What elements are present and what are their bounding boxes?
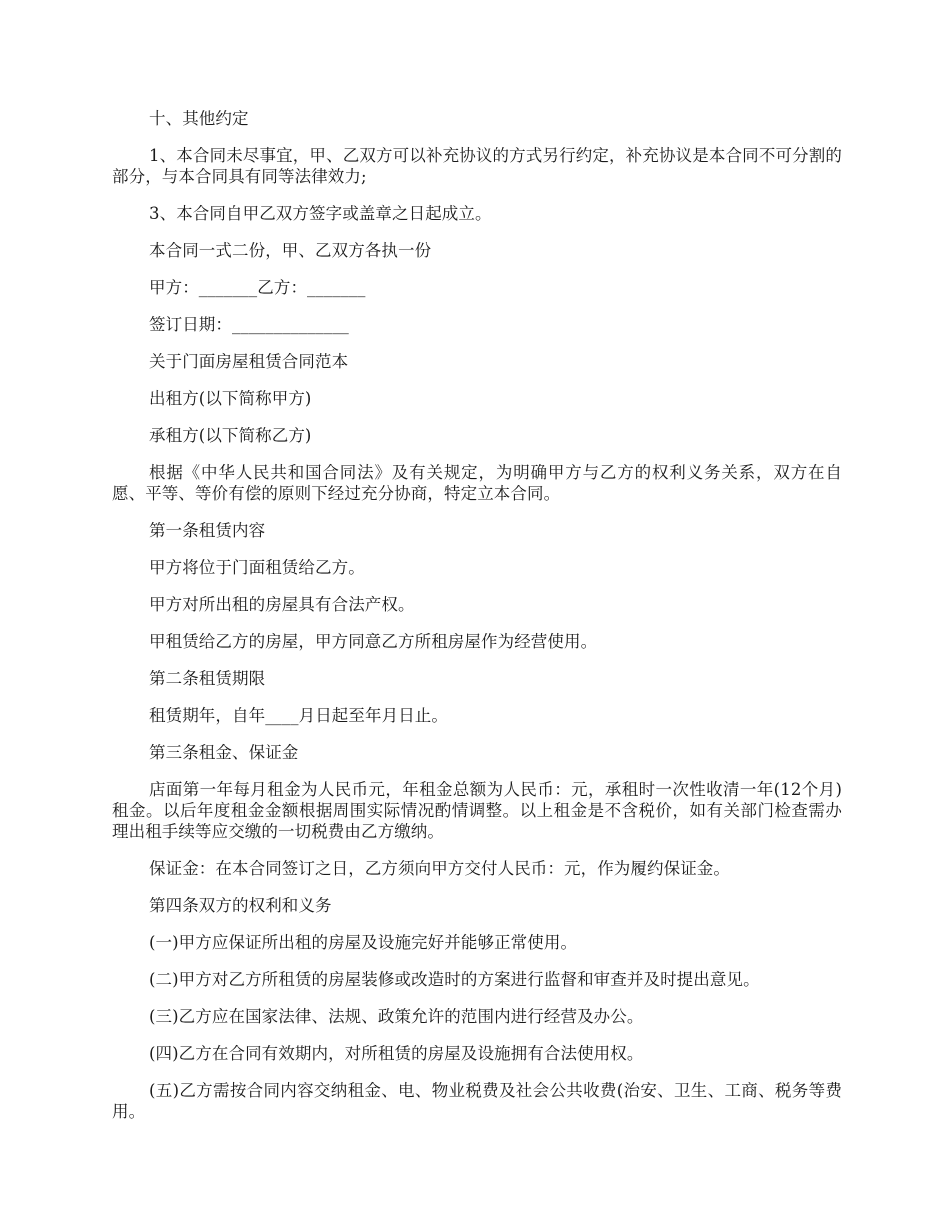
article-1-para-3: 甲租赁给乙方的房屋，甲方同意乙方所租房屋作为经营使用。 — [149, 632, 598, 651]
article-2-para-1: 租赁期年，自年____月日起至年月日止。 — [149, 706, 448, 725]
article-4-heading: 第四条双方的权利和义务 — [149, 896, 332, 915]
article-4-item-3: (三)乙方应在国家法律、法规、政策允许的范围内进行经营及办公。 — [149, 1007, 644, 1026]
article-1-para-1: 甲方将位于门面租赁给乙方。 — [149, 558, 365, 577]
article-3-rent: 店面第一年每月租金为人民币元，年租金总额为人民币：元，承租时一次性收清一年(12个月)租金。以后年度租金金额根据周围实际情况酌情调整。以上租金是不含税价，如有关部门检查需办理出租手续等应交缴的一切税费由乙方缴纳。 — [112, 780, 842, 841]
article-2-heading: 第二条租赁期限 — [149, 669, 266, 688]
article-4-item-5: (五)乙方需按合同内容交纳租金、电、物业税费及社会公共收费(治安、卫生、工商、税务等费用。 — [112, 1081, 842, 1121]
article-4-item-2: (二)甲方对乙方所租赁的房屋装修或改造时的方案进行监督和审查并及时提出意见。 — [149, 970, 760, 989]
article-4-item-4: (四)乙方在合同有效期内，对所租赁的房屋及设施拥有合法使用权。 — [149, 1044, 644, 1063]
document-body — [112, 108, 842, 1138]
section-heading-other-terms: 十、其他约定 — [149, 109, 249, 128]
copies-statement: 本合同一式二份，甲、乙双方各执一份 — [149, 241, 432, 260]
article-3-heading: 第三条租金、保证金 — [149, 743, 299, 762]
lessor-line: 出租方(以下简称甲方) — [149, 389, 312, 408]
article-3-deposit: 保证金：在本合同签订之日，乙方须向甲方交付人民币：元，作为履约保证金。 — [149, 859, 730, 878]
signing-date-line: 签订日期：______________ — [149, 315, 349, 334]
article-1-para-2: 甲方对所出租的房屋具有合法产权。 — [149, 595, 415, 614]
article-4-item-1: (一)甲方应保证所出租的房屋及设施完好并能够正常使用。 — [149, 933, 578, 952]
article-1-heading: 第一条租赁内容 — [149, 521, 266, 540]
preamble: 根据《中华人民共和国合同法》及有关规定，为明确甲方与乙方的权利义务关系，双方在自愿、平等、等价有偿的原则下经过充分协商，特定立本合同。 — [112, 463, 842, 503]
clause-3: 3、本合同自甲乙双方签字或盖章之日起成立。 — [149, 204, 492, 223]
signature-line: 甲方：_______乙方：_______ — [149, 278, 366, 297]
clause-1: 1、本合同未尽事宜，甲、乙双方可以补充协议的方式另行约定，补充协议是本合同不可分割的部分，与本合同具有同等法律效力; — [112, 146, 842, 186]
lessee-line: 承租方(以下简称乙方) — [149, 426, 312, 445]
document-title: 关于门面房屋租赁合同范本 — [149, 352, 349, 371]
